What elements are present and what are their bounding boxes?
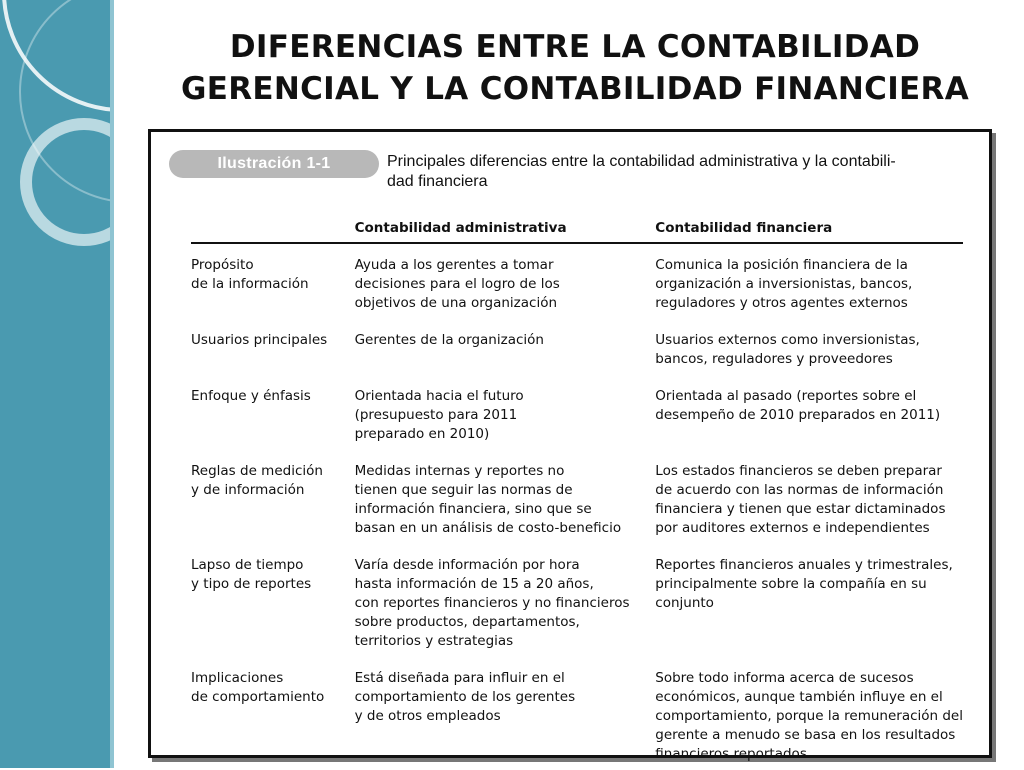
cell-line: Enfoque y énfasis [191, 388, 311, 404]
cell-line: (presupuesto para 2011 [354, 407, 518, 423]
cell-line: con reportes financieros y no financieros [354, 595, 630, 611]
table-body [191, 243, 963, 770]
slide-title-line: GERENCIAL Y LA CONTABILIDAD FINANCIERA [180, 71, 969, 107]
cell-line: de la información [191, 276, 309, 292]
cell-line: comportamiento, porque la remuneración del [655, 708, 963, 724]
cell-line: decisiones para el logro de los [354, 276, 560, 292]
decorative-ring-small [26, 124, 114, 240]
table-row [191, 375, 963, 450]
cell-line: Lapso de tiempo [191, 557, 304, 573]
table-row [191, 544, 963, 657]
cell-line: Usuarios principales [191, 332, 328, 348]
cell-line: hasta información de 15 a 20 años, [354, 576, 594, 592]
financiera-cell [655, 657, 963, 770]
decorative-circles [0, 0, 114, 768]
cell-line: información financiera, sino que se [354, 501, 592, 517]
slide-title [150, 26, 1000, 110]
cell-line: Está diseñada para influir en el [354, 670, 565, 686]
table-row [191, 243, 963, 319]
cell-line: de acuerdo con las normas de información [655, 482, 944, 498]
cell-line: gerente a menudo se basa en los resultados [655, 727, 956, 743]
cell-line: Orientada al pasado (reportes sobre el [655, 388, 917, 404]
sidebar-stripe [110, 0, 114, 768]
cell-line: Implicaciones [191, 670, 284, 686]
cell-line: Ayuda a los gerentes a tomar [354, 257, 554, 273]
figure-caption-line: Principales diferencias entre la contabilidad administrativa y la contabili- [387, 153, 896, 170]
slide-title-line: DIFERENCIAS ENTRE LA CONTABILIDAD [229, 29, 921, 65]
figure-badge: Ilustración 1-1 [169, 150, 379, 178]
cell-line: Los estados financieros se deben preparar [655, 463, 942, 479]
cell-line: objetivos de una organización [354, 295, 558, 311]
table-row [191, 319, 963, 375]
header-administrativa: Contabilidad administrativa [355, 220, 656, 243]
cell-line: financiera y tienen que estar dictaminados [655, 501, 946, 517]
financiera-cell [655, 243, 963, 319]
aspect-cell [191, 657, 355, 770]
cell-line: de comportamiento [191, 689, 325, 705]
cell-line: tienen que seguir las normas de [354, 482, 573, 498]
cell-line: bancos, reguladores y proveedores [655, 351, 893, 367]
cell-line: Usuarios externos como inversionistas, [655, 332, 920, 348]
table-row [191, 657, 963, 770]
cell-line: Reportes financieros anuales y trimestrales, [655, 557, 953, 573]
financiera-cell [655, 544, 963, 657]
cell-line: y tipo de reportes [191, 576, 312, 592]
cell-line: sobre productos, departamentos, [354, 614, 580, 630]
financiera-cell [655, 319, 963, 375]
cell-line: Reglas de medición [191, 463, 323, 479]
table-header-row [191, 220, 963, 243]
decorative-ring-faint [20, 0, 114, 202]
aspect-cell [191, 243, 355, 319]
administrativa-cell [355, 544, 656, 657]
cell-line: Gerentes de la organización [354, 332, 544, 348]
financiera-cell [655, 450, 963, 544]
header-financiera: Contabilidad financiera [655, 220, 963, 243]
financiera-cell [655, 375, 963, 450]
administrativa-cell [355, 657, 656, 770]
figure-caption [387, 152, 977, 192]
comparison-table [191, 220, 963, 770]
comparison-figure [148, 129, 992, 762]
cell-line: organización a inversionistas, bancos, [655, 276, 913, 292]
administrativa-cell [355, 375, 656, 450]
cell-line: Orientada hacia el futuro [354, 388, 524, 404]
cell-line: por auditores externos e independientes [655, 520, 930, 536]
cell-line: preparado en 2010) [354, 426, 490, 442]
cell-line: reguladores y otros agentes externos [655, 295, 908, 311]
cell-line: desempeño de 2010 preparados en 2011) [655, 407, 941, 423]
cell-line: Medidas internas y reportes no [354, 463, 565, 479]
administrativa-cell [355, 450, 656, 544]
cell-line: financieros reportados [655, 746, 807, 762]
cell-line: y de otros empleados [354, 708, 501, 724]
decorative-sidebar [0, 0, 114, 768]
cell-line: Varía desde información por hora [354, 557, 580, 573]
figure-caption-line: dad financiera [387, 173, 488, 190]
cell-line: conjunto [655, 595, 714, 611]
cell-line: comportamiento de los gerentes [354, 689, 576, 705]
cell-line: y de información [191, 482, 305, 498]
cell-line: económicos, aunque también influye en el [655, 689, 943, 705]
header-aspect [191, 220, 355, 243]
aspect-cell [191, 375, 355, 450]
cell-line: Comunica la posición financiera de la [655, 257, 908, 273]
cell-line: territorios y estrategias [354, 633, 514, 649]
table-row [191, 450, 963, 544]
cell-line: Propósito [191, 257, 254, 273]
aspect-cell [191, 450, 355, 544]
aspect-cell [191, 319, 355, 375]
administrativa-cell [355, 319, 656, 375]
cell-line: basan en un análisis de costo-beneficio [354, 520, 622, 536]
administrativa-cell [355, 243, 656, 319]
aspect-cell [191, 544, 355, 657]
cell-line: Sobre todo informa acerca de sucesos [655, 670, 914, 686]
cell-line: principalmente sobre la compañía en su [655, 576, 927, 592]
